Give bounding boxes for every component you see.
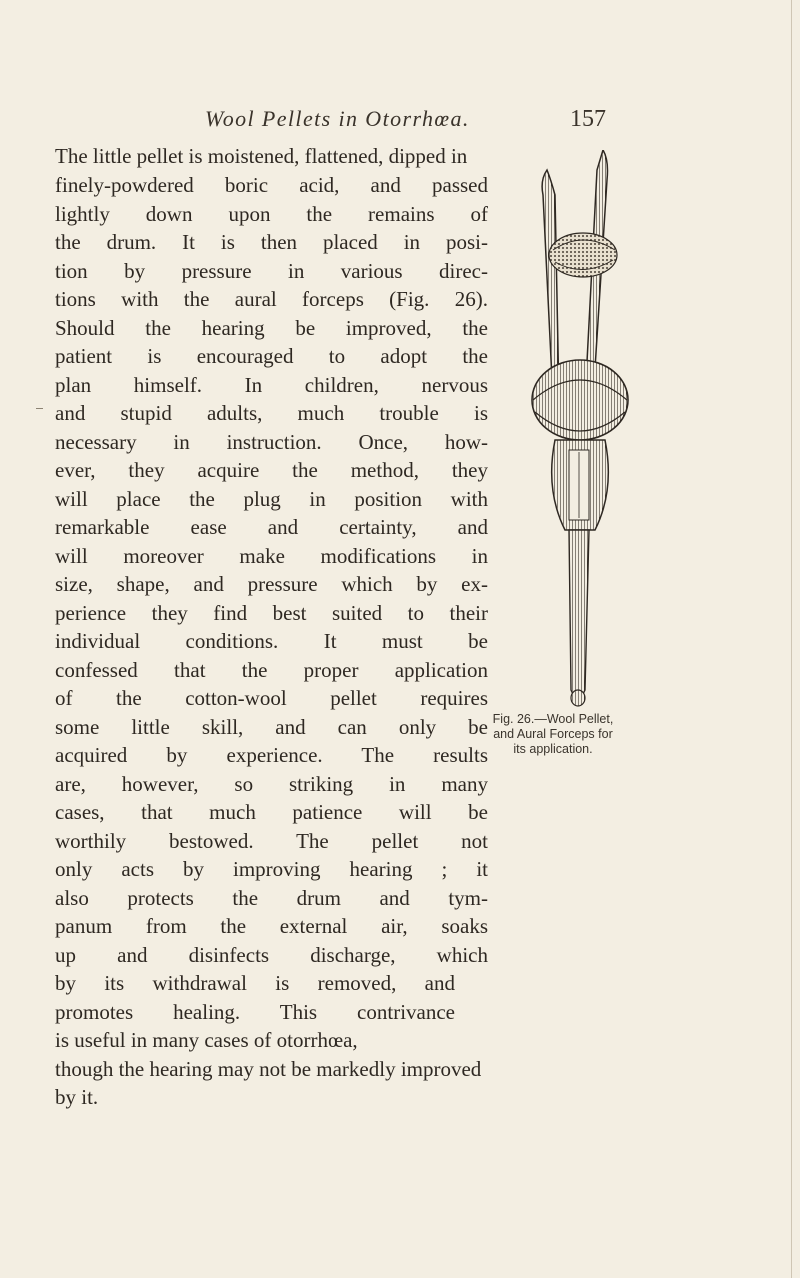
body-line: and stupid adults, much trouble is xyxy=(55,401,488,425)
body-line: by its withdrawal is removed, and xyxy=(55,971,455,995)
body-line: individual conditions. It must be xyxy=(55,629,488,653)
body-line: remarkable ease and certainty, and xyxy=(55,515,488,539)
body-line: cases, that much patience will be xyxy=(55,800,488,824)
body-line: of the cotton-wool pellet requires xyxy=(55,686,488,710)
body-line: confessed that the proper application xyxy=(55,658,488,682)
body-line: perience they find best suited to their xyxy=(55,601,488,625)
body-line: acquired by experience. The results xyxy=(55,743,488,767)
running-head-title: Wool Pellets in Otorrhœa. xyxy=(205,106,470,131)
caption-line: Fig. 26.—Wool Pellet, xyxy=(492,712,614,726)
body-line: patient is encouraged to adopt the xyxy=(55,344,488,368)
body-line: will moreover make modifications in xyxy=(55,544,488,568)
body-line: the drum. It is then placed in posi- xyxy=(55,230,488,254)
body-line: Should the hearing be improved, the xyxy=(55,316,488,340)
margin-mark xyxy=(36,408,43,409)
body-line: by it. xyxy=(55,1085,99,1109)
page-edge-line xyxy=(791,0,792,1278)
body-line: ever, they acquire the method, they xyxy=(55,458,488,482)
caption-line: its application. xyxy=(513,742,593,756)
body-line: plan himself. In children, nervous xyxy=(55,373,488,397)
body-line: also protects the drum and tym- xyxy=(55,886,488,910)
body-line: promotes healing. This contrivance xyxy=(55,1000,455,1024)
body-line: are, however, so striking in many xyxy=(55,772,488,796)
aural-forceps-illustration-icon xyxy=(485,150,645,710)
body-line: worthily bestowed. The pellet not xyxy=(55,829,488,853)
body-line: is useful in many cases of otorrhœa, xyxy=(55,1028,358,1052)
caption-line: and Aural Forceps for xyxy=(493,727,613,741)
body-line: lightly down upon the remains of xyxy=(55,202,488,226)
body-line: though the hearing may not be markedly improved xyxy=(55,1057,482,1081)
figure-caption xyxy=(468,712,638,757)
body-line: tion by pressure in various direc- xyxy=(55,259,488,283)
body-line: panum from the external air, soaks xyxy=(55,914,488,938)
page-number: 157 xyxy=(570,106,606,132)
body-line: size, shape, and pressure which by ex- xyxy=(55,572,488,596)
body-line: will place the plug in position with xyxy=(55,487,488,511)
body-line: finely-powdered boric acid, and passed xyxy=(55,173,488,197)
body-line: up and disinfects discharge, which xyxy=(55,943,488,967)
body-line: tions with the aural forceps (Fig. 26). xyxy=(55,287,488,311)
body-line: some little skill, and can only be xyxy=(55,715,488,739)
body-line: necessary in instruction. Once, how- xyxy=(55,430,488,454)
body-line: The little pellet is moistened, flattened, dipped in xyxy=(55,144,468,168)
body-line: only acts by improving hearing ; it xyxy=(55,857,488,881)
running-head xyxy=(0,106,800,142)
